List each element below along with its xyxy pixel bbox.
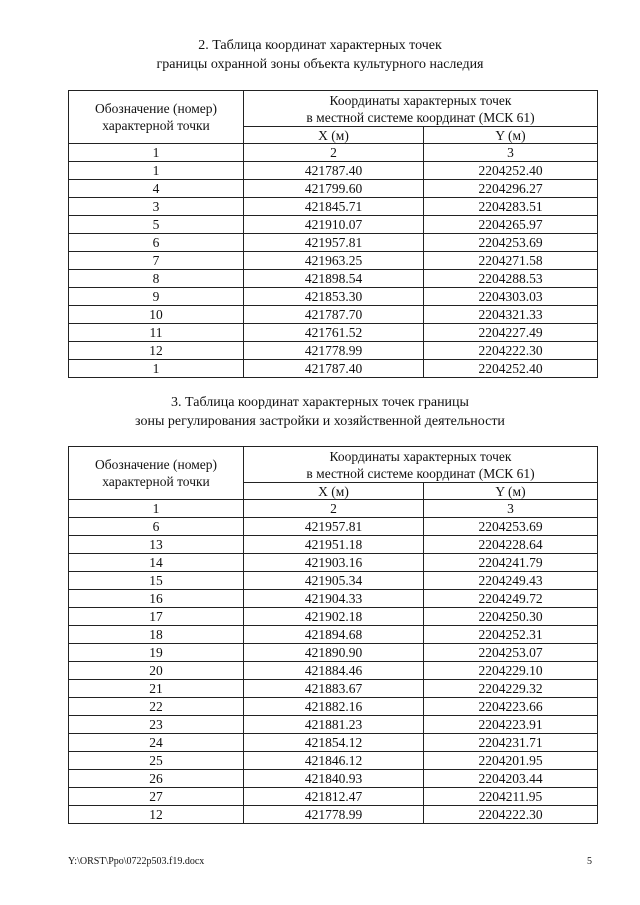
table-row	[69, 360, 598, 378]
x-coordinate-cell: 421963.25	[244, 252, 424, 270]
y-coordinate-cell: 2204288.53	[424, 270, 598, 288]
table2-title-line2: зоны регулирования застройки и хозяйственной деятельности	[135, 414, 505, 429]
y-coordinate-cell: 2204228.64	[424, 536, 598, 554]
table-row	[69, 252, 598, 270]
point-number-cell: 16	[69, 590, 244, 608]
table1-title-line1: 2. Таблица координат характерных точек	[198, 38, 442, 53]
x-coordinate-cell: 421778.99	[244, 806, 424, 824]
point-number-cell: 11	[69, 324, 244, 342]
point-number-cell: 4	[69, 180, 244, 198]
table-row	[69, 536, 598, 554]
point-number-header-line1: Обозначение (номер)	[95, 101, 217, 116]
table-row	[69, 216, 598, 234]
point-number-cell: 6	[69, 518, 244, 536]
x-coordinate-cell: 421761.52	[244, 324, 424, 342]
point-number-cell: 12	[69, 342, 244, 360]
point-number-cell: 6	[69, 234, 244, 252]
x-coordinate-cell: 421894.68	[244, 626, 424, 644]
coordinates-header	[244, 91, 598, 127]
table1-title-line2: границы охранной зоны объекта культурного наследия	[156, 57, 484, 72]
x-coordinate-cell: 421787.70	[244, 306, 424, 324]
point-number-cell: 12	[69, 806, 244, 824]
y-coordinate-cell: 2204303.03	[424, 288, 598, 306]
coordinates-header	[244, 447, 598, 483]
table-row	[69, 554, 598, 572]
x-coordinate-cell: 421905.34	[244, 572, 424, 590]
table-row	[69, 698, 598, 716]
point-number-cell: 19	[69, 644, 244, 662]
y-coordinate-cell: 2204252.40	[424, 162, 598, 180]
y-coordinate-cell: 2204229.10	[424, 662, 598, 680]
y-coordinate-cell: 2204253.07	[424, 644, 598, 662]
x-coordinate-cell: 421853.30	[244, 288, 424, 306]
y-header: Y (м)	[424, 127, 598, 144]
x-header: X (м)	[244, 127, 424, 144]
x-coordinate-cell: 421957.81	[244, 518, 424, 536]
y-header: Y (м)	[424, 483, 598, 500]
x-coordinate-cell: 421854.12	[244, 734, 424, 752]
table2-body	[69, 500, 598, 824]
y-coordinate-cell: 2204201.95	[424, 752, 598, 770]
point-number-header-line2: характерной точки	[102, 118, 210, 133]
column-number-cell: 1	[69, 144, 244, 162]
table-row	[69, 180, 598, 198]
x-coordinate-cell: 421845.71	[244, 198, 424, 216]
point-number-cell: 24	[69, 734, 244, 752]
table-row	[69, 342, 598, 360]
y-coordinate-cell: 2204223.91	[424, 716, 598, 734]
table-row	[69, 162, 598, 180]
y-coordinate-cell: 2204271.58	[424, 252, 598, 270]
point-number-header-line1: Обозначение (номер)	[95, 457, 217, 472]
table-row	[69, 572, 598, 590]
x-coordinate-cell: 421898.54	[244, 270, 424, 288]
point-number-cell: 10	[69, 306, 244, 324]
point-number-cell: 1	[69, 360, 244, 378]
table-row	[69, 288, 598, 306]
point-number-cell: 1	[69, 162, 244, 180]
x-coordinate-cell: 421890.90	[244, 644, 424, 662]
table-row	[69, 644, 598, 662]
x-coordinate-cell: 421787.40	[244, 360, 424, 378]
point-number-cell: 26	[69, 770, 244, 788]
page-number: 5	[587, 856, 592, 867]
table-row	[69, 198, 598, 216]
y-coordinate-cell: 2204249.43	[424, 572, 598, 590]
point-number-header	[69, 91, 244, 144]
coordinates-header-line2: в местной системе координат (МСК 61)	[306, 465, 535, 481]
x-coordinate-cell: 421881.23	[244, 716, 424, 734]
table-row	[69, 626, 598, 644]
x-coordinate-cell: 421951.18	[244, 536, 424, 554]
point-number-cell: 8	[69, 270, 244, 288]
column-number-cell: 2	[244, 500, 424, 518]
y-coordinate-cell: 2204231.71	[424, 734, 598, 752]
y-coordinate-cell: 2204265.97	[424, 216, 598, 234]
table-row	[69, 734, 598, 752]
point-number-cell: 21	[69, 680, 244, 698]
y-coordinate-cell: 2204283.51	[424, 198, 598, 216]
file-path: Y:\ORST\Ppo\0722p503.f19.docx	[68, 856, 205, 867]
y-coordinate-cell: 2204227.49	[424, 324, 598, 342]
table1-title	[0, 36, 640, 74]
table1-body	[69, 144, 598, 378]
table-row	[69, 716, 598, 734]
table-row	[69, 752, 598, 770]
point-number-cell: 17	[69, 608, 244, 626]
y-coordinate-cell: 2204253.69	[424, 234, 598, 252]
y-coordinate-cell: 2204229.32	[424, 680, 598, 698]
coordinates-header-line2: в местной системе координат (МСК 61)	[306, 109, 535, 125]
y-coordinate-cell: 2204223.66	[424, 698, 598, 716]
point-number-cell: 23	[69, 716, 244, 734]
x-coordinate-cell: 421778.99	[244, 342, 424, 360]
table2-title-line1: 3. Таблица координат характерных точек границы	[171, 395, 469, 410]
x-coordinate-cell: 421884.46	[244, 662, 424, 680]
point-number-cell: 14	[69, 554, 244, 572]
y-coordinate-cell: 2204252.40	[424, 360, 598, 378]
table-row	[69, 788, 598, 806]
column-number-cell: 1	[69, 500, 244, 518]
table-row	[69, 590, 598, 608]
point-number-cell: 22	[69, 698, 244, 716]
y-coordinate-cell: 2204241.79	[424, 554, 598, 572]
column-number-cell: 3	[424, 144, 598, 162]
column-number-cell: 2	[244, 144, 424, 162]
point-number-cell: 3	[69, 198, 244, 216]
y-coordinate-cell: 2204222.30	[424, 806, 598, 824]
table-row	[69, 324, 598, 342]
y-coordinate-cell: 2204203.44	[424, 770, 598, 788]
x-coordinate-cell: 421910.07	[244, 216, 424, 234]
x-coordinate-cell: 421902.18	[244, 608, 424, 626]
point-number-cell: 13	[69, 536, 244, 554]
point-number-cell: 27	[69, 788, 244, 806]
x-coordinate-cell: 421882.16	[244, 698, 424, 716]
x-coordinate-cell: 421846.12	[244, 752, 424, 770]
table-row	[69, 234, 598, 252]
y-coordinate-cell: 2204296.27	[424, 180, 598, 198]
point-number-cell: 18	[69, 626, 244, 644]
point-number-cell: 9	[69, 288, 244, 306]
y-coordinate-cell: 2204252.31	[424, 626, 598, 644]
point-number-header	[69, 447, 244, 500]
y-coordinate-cell: 2204222.30	[424, 342, 598, 360]
y-coordinate-cell: 2204211.95	[424, 788, 598, 806]
table2-title	[0, 393, 640, 431]
x-coordinate-cell: 421904.33	[244, 590, 424, 608]
y-coordinate-cell: 2204321.33	[424, 306, 598, 324]
table-row	[69, 680, 598, 698]
table-row	[69, 306, 598, 324]
point-number-cell: 15	[69, 572, 244, 590]
point-number-cell: 5	[69, 216, 244, 234]
column-number-cell: 3	[424, 500, 598, 518]
x-coordinate-cell: 421799.60	[244, 180, 424, 198]
x-coordinate-cell: 421787.40	[244, 162, 424, 180]
x-coordinate-cell: 421903.16	[244, 554, 424, 572]
table-row	[69, 770, 598, 788]
point-number-header-line2: характерной точки	[102, 474, 210, 489]
y-coordinate-cell: 2204249.72	[424, 590, 598, 608]
x-coordinate-cell: 421812.47	[244, 788, 424, 806]
table-row	[69, 518, 598, 536]
table-row	[69, 608, 598, 626]
table-row	[69, 806, 598, 824]
x-coordinate-cell: 421883.67	[244, 680, 424, 698]
coordinates-header-line1: Координаты характерных точек	[329, 448, 512, 464]
point-number-cell: 7	[69, 252, 244, 270]
column-number-row	[69, 144, 598, 162]
table-row	[69, 270, 598, 288]
regulation-zone-coordinates-table	[68, 446, 598, 824]
x-header: X (м)	[244, 483, 424, 500]
y-coordinate-cell: 2204253.69	[424, 518, 598, 536]
column-number-row	[69, 500, 598, 518]
x-coordinate-cell: 421957.81	[244, 234, 424, 252]
x-coordinate-cell: 421840.93	[244, 770, 424, 788]
table-row	[69, 662, 598, 680]
point-number-cell: 20	[69, 662, 244, 680]
protection-zone-coordinates-table	[68, 90, 598, 378]
y-coordinate-cell: 2204250.30	[424, 608, 598, 626]
coordinates-header-line1: Координаты характерных точек	[329, 92, 512, 108]
point-number-cell: 25	[69, 752, 244, 770]
